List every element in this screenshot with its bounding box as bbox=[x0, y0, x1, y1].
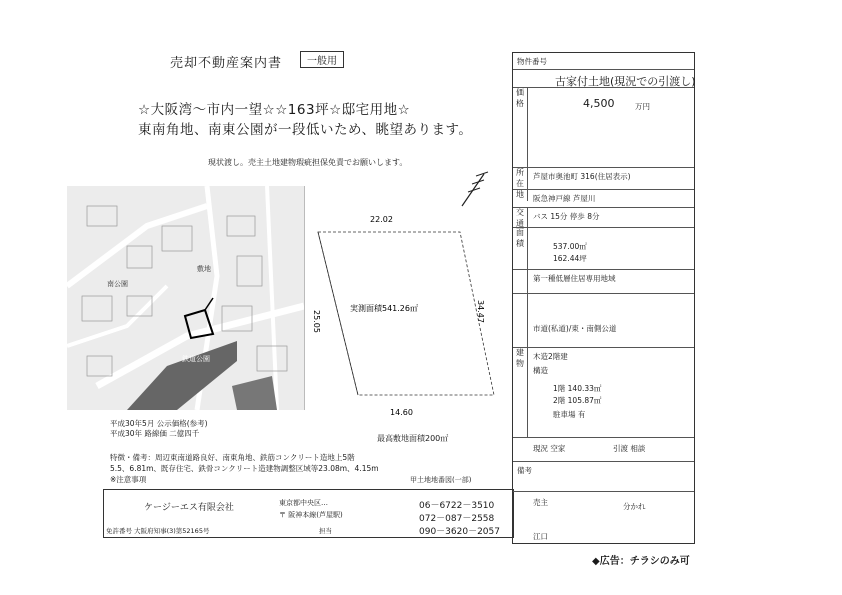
phone-3: 090－3620－2057 bbox=[419, 527, 500, 537]
delivery: 引渡 相談 bbox=[613, 444, 646, 453]
building-section-label: 建物 bbox=[513, 347, 528, 437]
building-type: 木造2階建 bbox=[533, 352, 568, 361]
map-label-park: 南公園 bbox=[107, 280, 128, 288]
plan-area-label: 実測面積541.26㎡ bbox=[350, 304, 418, 313]
sale-note: 現状渡し。売主土地建物瑕疵担保免責でお願いします。 bbox=[208, 158, 408, 167]
page-title: 売却不動産案内書 bbox=[170, 56, 283, 71]
map-label-site: 敷地 bbox=[197, 265, 211, 273]
plan-left-dim: 25.05 bbox=[312, 310, 321, 333]
plot-plan bbox=[300, 210, 500, 425]
floor-2-area: 2階 105.87㎡ bbox=[553, 396, 602, 405]
status-label: 売主 bbox=[533, 498, 548, 507]
walk-time: バス 15分 停歩 8分 bbox=[533, 212, 600, 221]
phone-1: 06－6722－3510 bbox=[419, 501, 495, 511]
price-unit: 万円 bbox=[635, 102, 650, 111]
map-graphic bbox=[67, 186, 304, 410]
property-number-label: 物件番号 bbox=[517, 57, 547, 66]
company-box bbox=[103, 489, 514, 538]
zoning: 第一種低層住居専用地域 bbox=[533, 274, 616, 283]
map-label-rail-park: 鉄道公園 bbox=[182, 355, 210, 363]
price-value: 4,500 bbox=[583, 97, 615, 110]
document-type-tag: 一般用 bbox=[300, 51, 344, 68]
plan-top-dim: 22.02 bbox=[370, 215, 393, 224]
parking: 駐車場 有 bbox=[553, 410, 586, 419]
land-area: 537.00㎡ bbox=[553, 242, 587, 251]
remarks-label: 備考 bbox=[517, 466, 532, 475]
company-address-1: 東京都中央区… bbox=[279, 499, 328, 507]
road-area-label: 最高敷地面積200㎡ bbox=[377, 434, 449, 443]
info-line-3: 特徴・備考：周辺東南道路良好、南東角地、鉄筋コンクリート造地上5階 bbox=[110, 453, 355, 462]
company-address-2: 〒 阪神本線(芦屋駅) bbox=[279, 511, 343, 519]
info-line-2: 平成30年 路線価 二億四千 bbox=[110, 429, 200, 438]
current-status: 現況 空家 bbox=[533, 444, 566, 453]
parcel-note: 甲土地地番図(一部) bbox=[410, 476, 472, 484]
plan-right-dim: 34.47 bbox=[476, 300, 485, 323]
status-value: 分かれ bbox=[623, 502, 646, 511]
transport-section-label: 交通 bbox=[513, 207, 528, 227]
contact-person: 江口 bbox=[533, 532, 548, 541]
land-section-label: 面積 bbox=[513, 227, 528, 347]
location-value: 芦屋市奥池町 316(住居表示) bbox=[533, 172, 631, 181]
plan-bottom-dim: 14.60 bbox=[390, 408, 413, 417]
license-number: 免許番号 大阪府知事(3)第52165号 bbox=[106, 527, 210, 535]
property-info-panel bbox=[512, 52, 695, 544]
property-kind: 古家付土地(現況での引渡し) bbox=[555, 75, 696, 88]
structure-label: 構造 bbox=[533, 366, 548, 375]
phone-2: 072－087－2558 bbox=[419, 514, 495, 524]
compass-icon bbox=[454, 170, 494, 210]
location-map bbox=[67, 186, 305, 410]
ad-disclaimer: ◆広告：チラシのみ可 bbox=[592, 556, 690, 567]
headline-secondary: 東南角地、南東公園が一段低いため、眺望あります。 bbox=[138, 122, 473, 138]
floor-1-area: 1階 140.33㎡ bbox=[553, 384, 602, 393]
price-section-label: 価格 bbox=[513, 87, 528, 167]
location-section-label: 所在地 bbox=[513, 167, 528, 201]
company-name: ケージーエス有限会社 bbox=[144, 503, 234, 513]
info-line-1: 平成30年5月 公示価格(参考) bbox=[110, 419, 208, 428]
land-tsubo: 162.44坪 bbox=[553, 254, 587, 263]
info-line-4: 5.5、6.81m、既存住宅、鉄骨コンクリート造建物調整区域等23.08m、4.15m bbox=[110, 464, 379, 473]
headline-primary: ☆大阪湾～市内一望☆☆163坪☆邸宅用地☆ bbox=[138, 102, 411, 118]
info-line-5: ※注意事項 bbox=[110, 475, 147, 484]
road-info: 市道(私道)/東・南側公道 bbox=[533, 324, 617, 333]
manager-label: 担当 bbox=[319, 527, 332, 535]
station-value: 阪急神戸線 芦屋川 bbox=[533, 194, 596, 203]
